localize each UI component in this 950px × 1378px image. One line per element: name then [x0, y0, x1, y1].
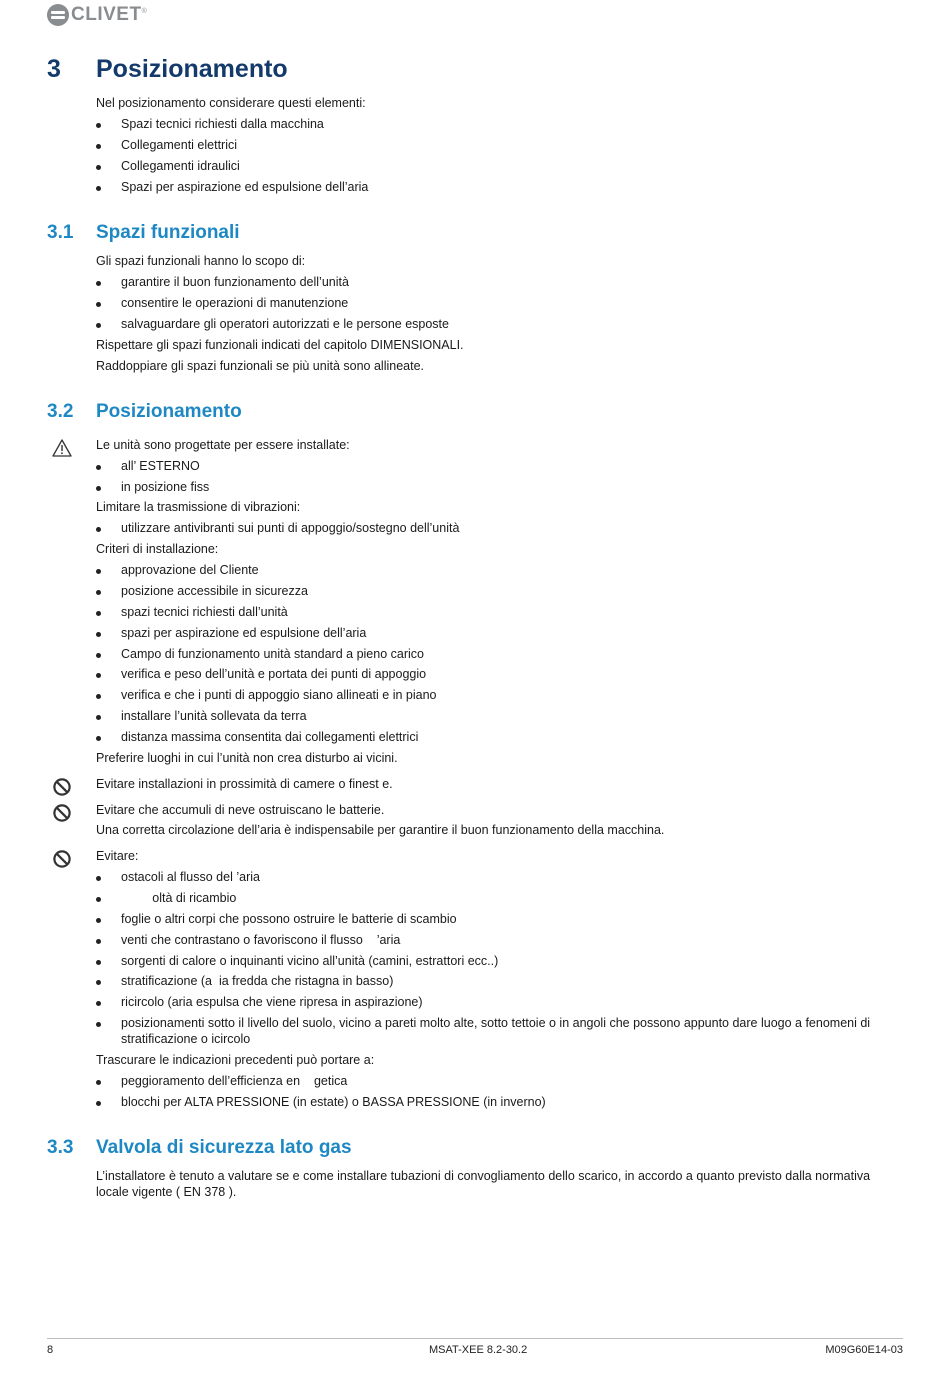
- clivet-logo: [47, 3, 147, 27]
- footer-divider: [47, 1338, 903, 1339]
- prohibited-icon: [52, 803, 72, 823]
- page-number: 8: [47, 1344, 54, 1356]
- section-3-1-heading: [47, 222, 240, 244]
- avoid-title: Evitare:: [96, 849, 139, 863]
- section-3-2-intro: Le unità sono progettate per essere installate:: [96, 438, 350, 452]
- section-title: Posizionamento: [96, 55, 288, 83]
- avoid-note: Evitare che accumuli di neve ostruiscano le batterie.: [96, 803, 385, 817]
- footer-model: MSAT-XEE 8.2-30.2: [429, 1344, 528, 1356]
- section-3-1-note: Rispettare gli spazi funzionali indicati del capitolo DIMENSIONALI.: [96, 338, 464, 352]
- circulation-note: Una corretta circolazione dell’aria è indispensabile per garantire il buon funzionamento della macchina.: [96, 823, 665, 837]
- prefer-note: Preferire luoghi in cui l’unità non crea disturbo ai vicini.: [96, 751, 398, 765]
- neglect-title: Trascurare le indicazioni precedenti può portare a:: [96, 1053, 375, 1067]
- section-number: 3.2: [47, 401, 74, 422]
- section-3-2-heading: [47, 401, 242, 423]
- section-number: 3: [47, 55, 61, 83]
- prohibited-icon: [52, 849, 72, 869]
- avoid-note: Evitare installazioni in prossimità di camere o finest e.: [96, 777, 393, 791]
- section-title: Spazi funzionali: [96, 222, 240, 243]
- logo-registered: ®: [141, 8, 147, 15]
- section-number: 3.3: [47, 1137, 74, 1158]
- section-title: Valvola di sicurezza lato gas: [96, 1137, 352, 1158]
- warning-triangle-icon: [52, 438, 72, 458]
- section-3-intro: Nel posizionamento considerare questi elementi:: [96, 96, 366, 110]
- section-3-3-heading: [47, 1137, 352, 1159]
- section-number: 3.1: [47, 222, 74, 243]
- footer-code: M09G60E14-03: [825, 1344, 903, 1356]
- vibration-title: Limitare la trasmissione di vibrazioni:: [96, 500, 301, 514]
- prohibited-icon: [52, 777, 72, 797]
- section-3-1-intro: Gli spazi funzionali hanno lo scopo di:: [96, 254, 306, 268]
- logo-text: CLIVET: [71, 4, 142, 25]
- logo-mark-icon: [47, 4, 69, 26]
- section-3-1-note: Raddoppiare gli spazi funzionali se più unità sono allineate.: [96, 359, 424, 373]
- section-3-3-text: L’installatore è tenuto a valutare se e come installare tubazioni di convogliamento dello scarico, in accordo a quanto previsto dalla normativa locale vigente ( EN 378 ).: [96, 1169, 871, 1199]
- section-3-heading: [47, 55, 288, 84]
- criteria-title: Criteri di installazione:: [96, 542, 219, 556]
- section-title: Posizionamento: [96, 401, 242, 422]
